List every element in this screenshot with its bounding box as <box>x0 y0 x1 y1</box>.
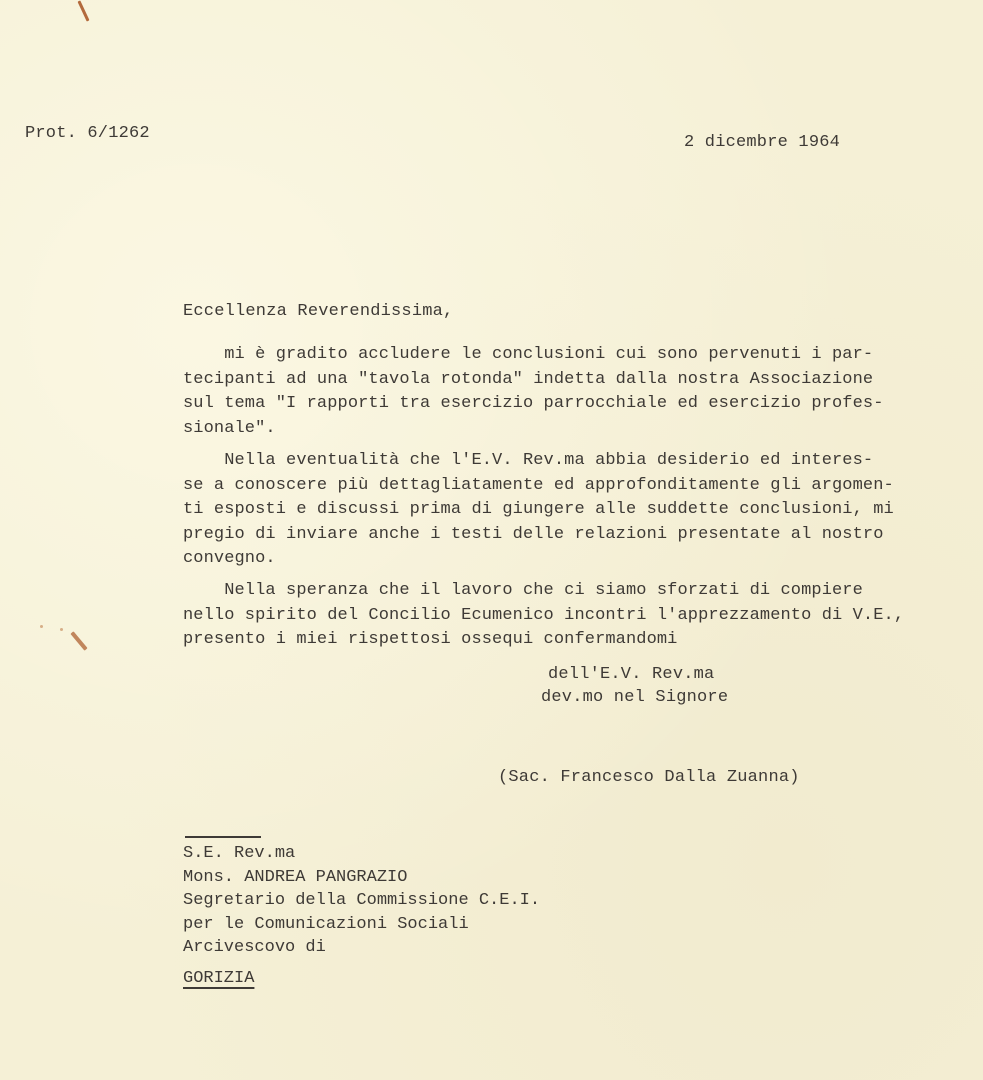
paragraph-line: nello spirito del Concilio Ecumenico incontri l'apprezzamento di V.E., <box>183 605 905 625</box>
paragraph-1 <box>183 343 903 441</box>
paragraph-line: ti esposti e discussi prima di giungere alle suddette conclusioni, mi <box>183 500 894 519</box>
address-line: S.E. Rev.ma <box>183 844 296 863</box>
paragraph-line: presento i miei rispettosi ossequi confermandomi <box>183 630 678 649</box>
recipient-address <box>183 842 540 960</box>
paragraph-line: Nella speranza che il lavoro che ci siamo sforzati di compiere <box>183 581 863 600</box>
paragraph-line: pregio di inviare anche i testi delle relazioni presentate al nostro <box>183 524 884 544</box>
paragraph-line: convegno. <box>183 549 276 568</box>
paper-speck <box>60 628 63 631</box>
paragraph-line: tecipanti ad una "tavola rotonda" indetta dalla nostra Associazione <box>183 369 874 389</box>
letter-date: 2 dicembre 1964 <box>684 133 841 152</box>
paragraph-line: se a conoscere più dettagliatamente ed approfonditamente gli argomen- <box>183 475 894 495</box>
protocol-number: Prot. 6/1262 <box>25 124 150 143</box>
address-line: Arcivescovo di <box>183 938 326 957</box>
paragraph-line: mi è gradito accludere le conclusioni cui sono pervenuti i par- <box>183 345 874 364</box>
address-divider <box>185 836 261 838</box>
address-line: per le Comunicazioni Sociali <box>183 914 469 934</box>
address-line: Segretario della Commissione C.E.I. <box>183 891 541 910</box>
paragraph-line: sionale". <box>183 418 276 438</box>
paper-stain-mark <box>70 631 87 650</box>
salutation: Eccellenza Reverendissima, <box>183 302 454 321</box>
closing-line-1: dell'E.V. Rev.ma <box>548 665 715 684</box>
paragraph-3 <box>183 579 903 653</box>
paper-stain-mark <box>77 0 89 21</box>
recipient-city: GORIZIA <box>183 969 255 988</box>
signature: (Sac. Francesco Dalla Zuanna) <box>498 768 800 787</box>
paragraph-line: sul tema "I rapporti tra esercizio parrocchiale ed esercizio profes- <box>183 394 884 413</box>
address-line: Mons. ANDREA PANGRAZIO <box>183 867 408 887</box>
paragraph-line: Nella eventualità che l'E.V. Rev.ma abbia desiderio ed interes- <box>183 451 874 470</box>
paper-speck <box>40 625 43 628</box>
closing-line-2: dev.mo nel Signore <box>541 688 729 707</box>
paragraph-2 <box>183 449 903 572</box>
